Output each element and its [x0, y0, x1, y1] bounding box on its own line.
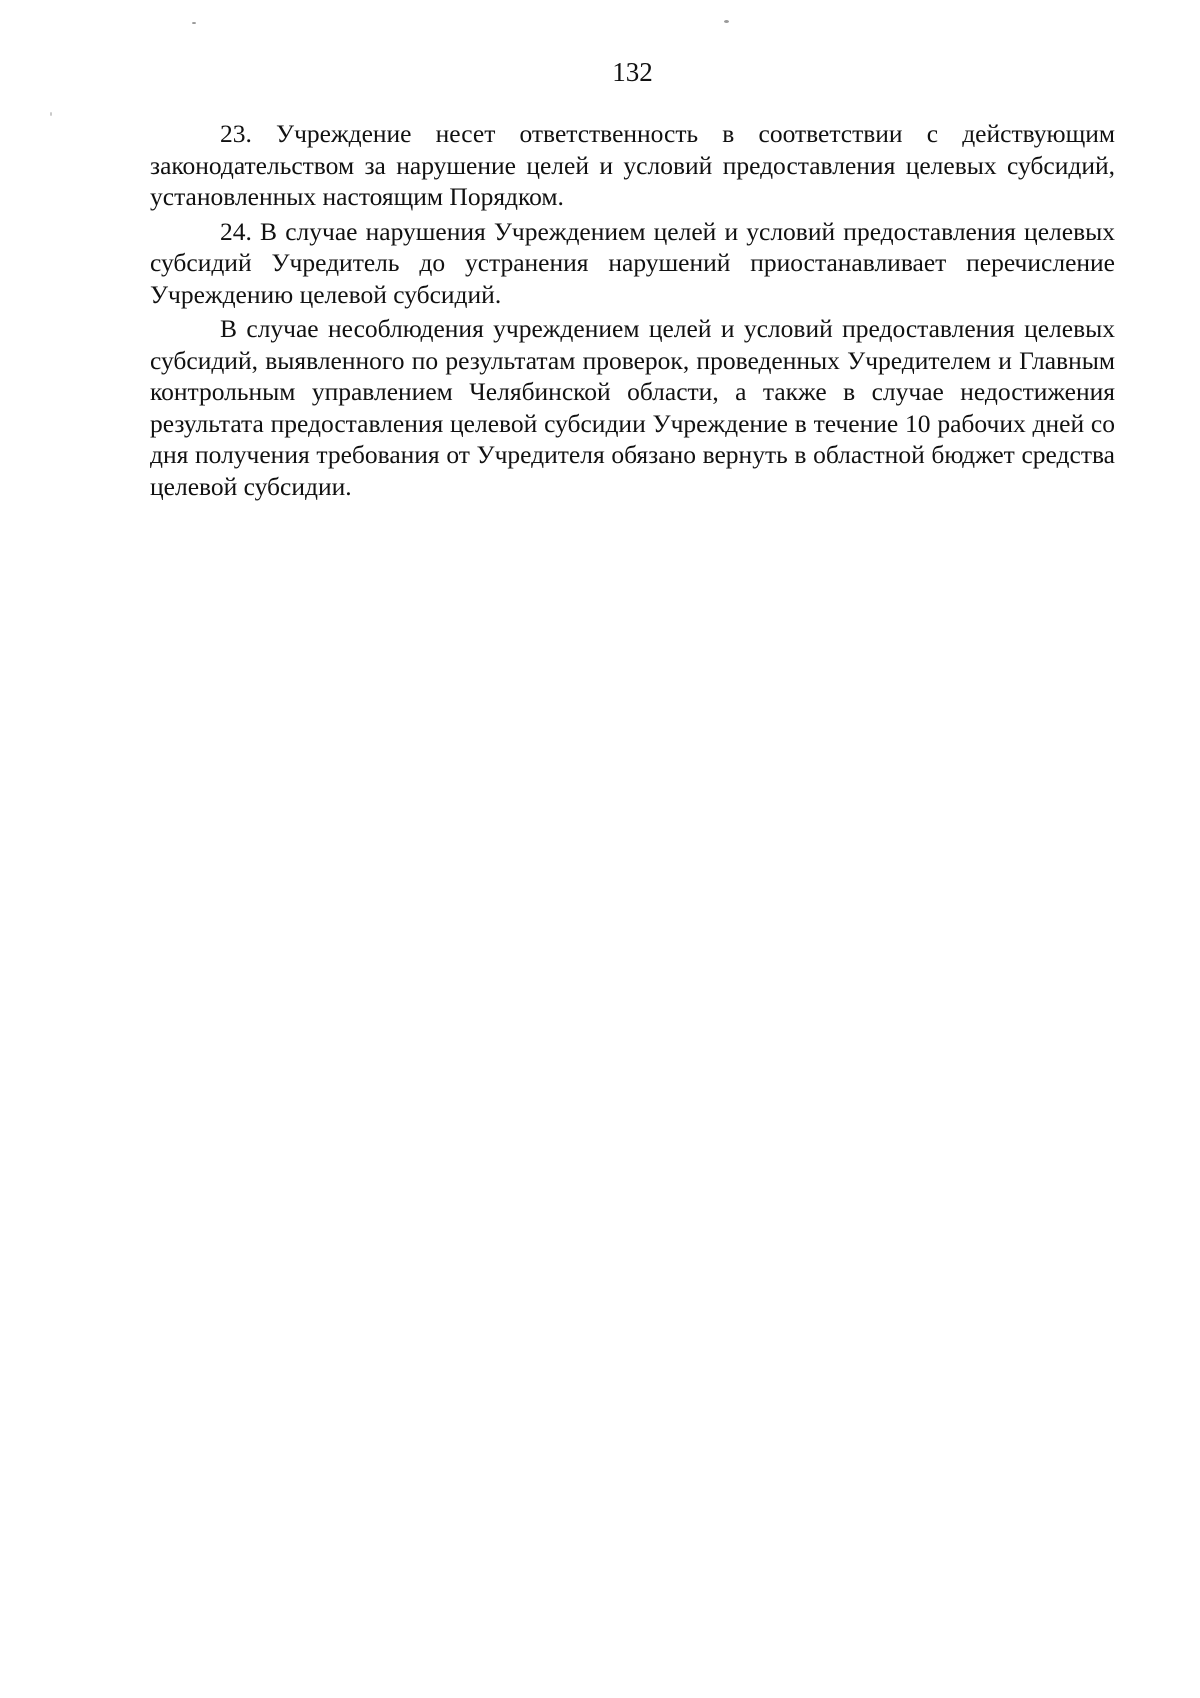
- scan-speck: [724, 20, 729, 23]
- document-body: [150, 118, 1115, 505]
- page-number: 132: [612, 57, 653, 87]
- scan-speck: [50, 112, 52, 116]
- paragraph-24: 24. В случае нарушения Учреждением целей и условий предоставления целевых субсидий Учредитель до устранения нарушений приостанавливает перечисление Учреждению целевой субсидий.: [150, 216, 1115, 309]
- paragraph-24-continuation: В случае несоблюдения учреждением целей и условий предоставления целевых субсидий, выявленного по результатам проверок, проведенных Учредителем и Главным контрольным управлением Челябинской области, а также в случае недостижения результата предоставления целевой субсидии Учреждение в течение 10 рабочих дней со дня получения требования от Учредителя обязано вернуть в областной бюджет средства целевой субсидии.: [150, 314, 1115, 501]
- paragraph-23: 23. Учреждение несет ответственность в соответствии с действующим законодательством за нарушение целей и условий предоставления целевых субсидий, установленных настоящим Порядком.: [150, 119, 1115, 211]
- scan-speck: [192, 22, 196, 24]
